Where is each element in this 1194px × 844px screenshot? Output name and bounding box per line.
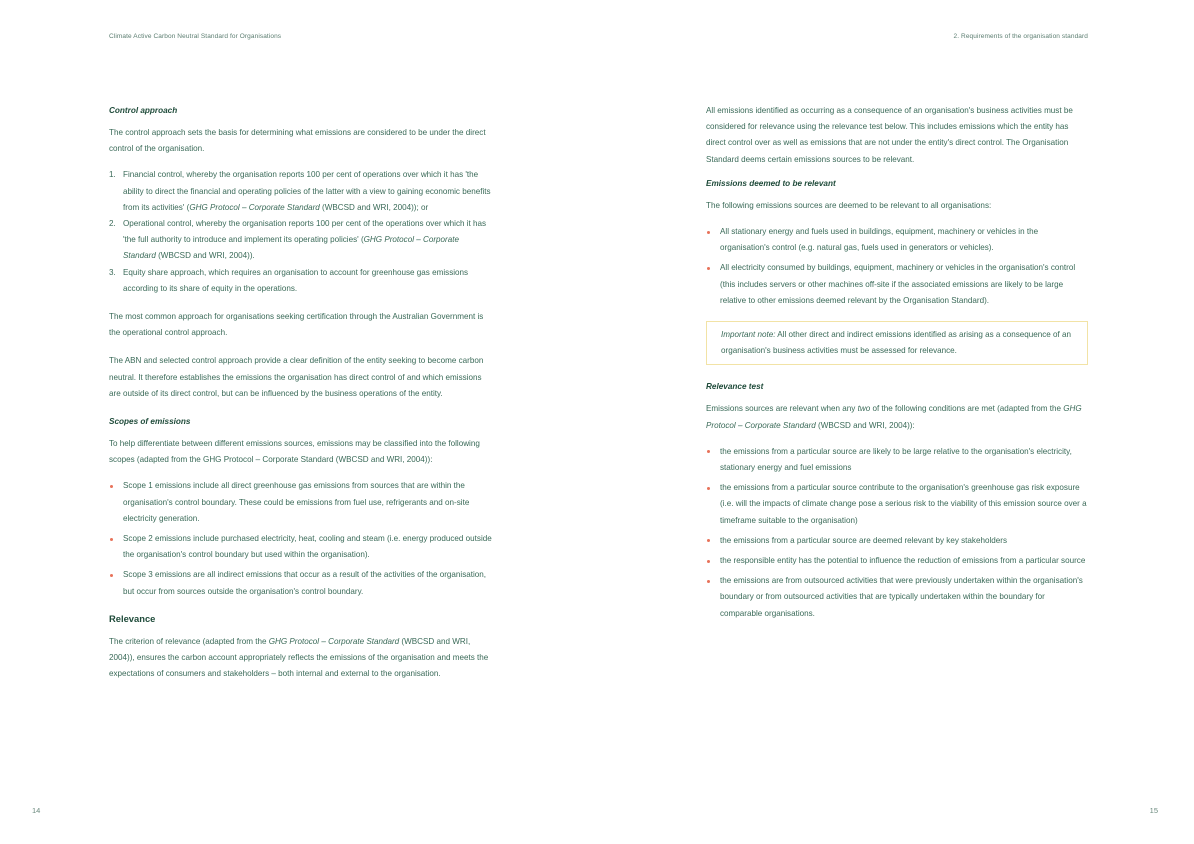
bullet-icon bbox=[707, 580, 710, 583]
list-item-text: Scope 1 emissions include all direct greenhouse gas emissions from sources that are within the organisation's control boundary. These could be emissions from fuel use, refrigerants and on-site electricity generation. bbox=[123, 481, 470, 523]
scopes-list bbox=[109, 478, 494, 599]
list-item bbox=[109, 265, 494, 297]
list-item bbox=[706, 224, 1088, 256]
list-item-text: Scope 2 emissions include purchased electricity, heat, cooling and steam (i.e. energy produced outside the organisation's control boundary but used within the organisation). bbox=[123, 534, 492, 560]
list-item bbox=[706, 573, 1088, 622]
relevance-heading: Relevance bbox=[109, 612, 156, 624]
citation: GHG Protocol – Corporate Standard bbox=[268, 636, 400, 646]
page-number-left: 14 bbox=[32, 806, 41, 815]
list-item-text: All stationary energy and fuels used in buildings, equipment, machinery or vehicles in the organisation's control (e.g. natural gas, fuels used in generators or vehicles). bbox=[720, 227, 1039, 253]
list-item-text: the responsible entity has the potential to influence the reduction of emissions from a particular source bbox=[720, 556, 1086, 566]
bullet-icon bbox=[110, 538, 113, 541]
scopes-heading: Scopes of emissions bbox=[109, 417, 191, 427]
paragraph: The most common approach for organisations seeking certification through the Australian Government is the operational control approach. bbox=[109, 312, 484, 338]
bullet-icon bbox=[707, 560, 710, 563]
list-number: 3. bbox=[109, 267, 116, 277]
text-run: Emissions sources are relevant when any bbox=[706, 404, 858, 414]
list-item-text: the emissions from a particular source are likely to be large relative to the organisation's electricity, stationary energy and fuel emissions bbox=[720, 446, 1072, 473]
bullet-icon bbox=[707, 539, 710, 542]
list-number: 2. bbox=[109, 219, 116, 229]
list-item bbox=[109, 567, 494, 599]
list-item bbox=[109, 216, 494, 265]
list-item bbox=[706, 553, 1088, 569]
list-item-text: the emissions from a particular source contribute to the organisation's greenhouse gas risk exposure (i.e. will the impacts of climate change pose a serious risk to the viability of this emission source over a timeframe suitable to the organisation) bbox=[720, 483, 1087, 525]
running-header-left: Climate Active Carbon Neutral Standard for Organisations bbox=[109, 33, 282, 40]
scopes-intro: To help differentiate between different emissions sources, emissions may be classified into the following scopes (adapted from the GHG Protocol – Corporate Standard (WBCSD and WRI, 2004)): bbox=[109, 439, 480, 465]
list-item bbox=[706, 480, 1088, 529]
running-header-right: 2. Requirements of the organisation standard bbox=[953, 33, 1088, 40]
list-item-text: Operational control, whereby the organisation reports 100 per cent of the operations over which it has 'the full authority to introduce and implement its operating policies' ( bbox=[123, 219, 487, 245]
bullet-icon bbox=[110, 485, 113, 488]
citation: GHG Protocol – Corporate Standard bbox=[189, 202, 320, 212]
list-item-text: Financial control, whereby the organisation reports 100 per cent of operations over which it has 'the ability to direct the financial and operating policies of the latter with a view to gaining economic benefits from its activities' ( bbox=[123, 170, 491, 212]
relevance-test-list bbox=[706, 444, 1088, 622]
text-run: The criterion of relevance (adapted from the bbox=[109, 636, 269, 646]
text-run: of the following conditions are met (adapted from the bbox=[870, 404, 1064, 414]
citation: GHG Protocol – Corporate Standard bbox=[123, 235, 460, 261]
left-page-column bbox=[109, 103, 494, 682]
control-approach-heading: Control approach bbox=[109, 106, 178, 115]
bullet-icon bbox=[707, 487, 710, 490]
relevance-paragraph bbox=[109, 634, 494, 683]
text-run: (WBCSD and WRI, 2004)), ensures the carbon account appropriately reflects the emissions of the organisation and meets the expectations of consumers and stakeholders – both internal and external to the organisation. bbox=[109, 636, 489, 679]
list-item bbox=[706, 444, 1088, 476]
bullet-icon bbox=[707, 450, 710, 453]
note-text: All other direct and indirect emissions identified as arising as a consequence of an organisation's business activities must be assessed for relevance. bbox=[721, 330, 1072, 356]
list-item bbox=[109, 478, 494, 527]
list-item-text: All electricity consumed by buildings, equipment, machinery or vehicles in the organisation's control (this includes servers or other machines off-site if the associated emissions are likely to be large relative to other emissions deemed relevant by the Organisation Standard). bbox=[720, 263, 1076, 305]
bullet-icon bbox=[707, 231, 710, 234]
citation: GHG Protocol – Corporate Standard bbox=[706, 404, 1082, 430]
important-note-box bbox=[706, 321, 1088, 365]
citation-tail: (WBCSD and WRI, 2004)); or bbox=[319, 202, 429, 212]
text-run: (WBCSD and WRI, 2004)): bbox=[815, 420, 915, 430]
note-label: Important note: bbox=[721, 330, 776, 340]
list-item-text: Equity share approach, which requires an organisation to account for greenhouse gas emissions according to its share of equity in the operations. bbox=[123, 267, 469, 293]
deemed-intro: The following emissions sources are deemed to be relevant to all organisations: bbox=[706, 200, 992, 210]
list-item bbox=[109, 167, 494, 216]
list-item bbox=[706, 260, 1088, 309]
citation-tail: (WBCSD and WRI, 2004)). bbox=[155, 251, 255, 261]
list-number: 1. bbox=[109, 170, 116, 180]
list-item-text: the emissions are from outsourced activities that were previously undertaken within the organisation's boundary or from outsourced activities that are typically undertaken within the boundary for comparable organisations. bbox=[720, 576, 1083, 618]
relevance-intro: All emissions identified as occurring as a consequence of an organisation's business activities must be considered for relevance using the relevance test below. This includes emissions which the entity has direct control over as well as emissions that are not under the entity's direct control. The Organisation Standard deems certain emissions sources to be relevant. bbox=[706, 106, 1073, 164]
control-approach-list bbox=[109, 167, 494, 297]
control-approach-intro: The control approach sets the basis for determining what emissions are considered to be under the direct control of the organisation. bbox=[109, 128, 486, 154]
bullet-icon bbox=[110, 574, 113, 577]
list-item-text: Scope 3 emissions are all indirect emissions that occur as a result of the activities of the organisation, but occur from sources outside the organisation's control boundary. bbox=[123, 570, 487, 596]
relevance-test-heading: Relevance test bbox=[706, 382, 764, 392]
emphasis: two bbox=[857, 404, 871, 414]
deemed-relevant-heading: Emissions deemed to be relevant bbox=[706, 178, 836, 188]
list-item-text: the emissions from a particular source are deemed relevant by key stakeholders bbox=[720, 535, 1008, 545]
deemed-list bbox=[706, 224, 1088, 309]
bullet-icon bbox=[707, 267, 710, 270]
list-item bbox=[706, 533, 1088, 549]
page-number-right: 15 bbox=[1149, 806, 1158, 815]
list-item bbox=[109, 531, 494, 563]
paragraph: The ABN and selected control approach provide a clear definition of the entity seeking to become carbon neutral. It therefore establishes the emissions the organisation has direct control of and which emissions are outside of its direct control, but can be influenced by the business operations of the entity. bbox=[109, 356, 484, 398]
relevance-test-intro bbox=[706, 401, 1088, 433]
right-page-column bbox=[706, 103, 1088, 626]
